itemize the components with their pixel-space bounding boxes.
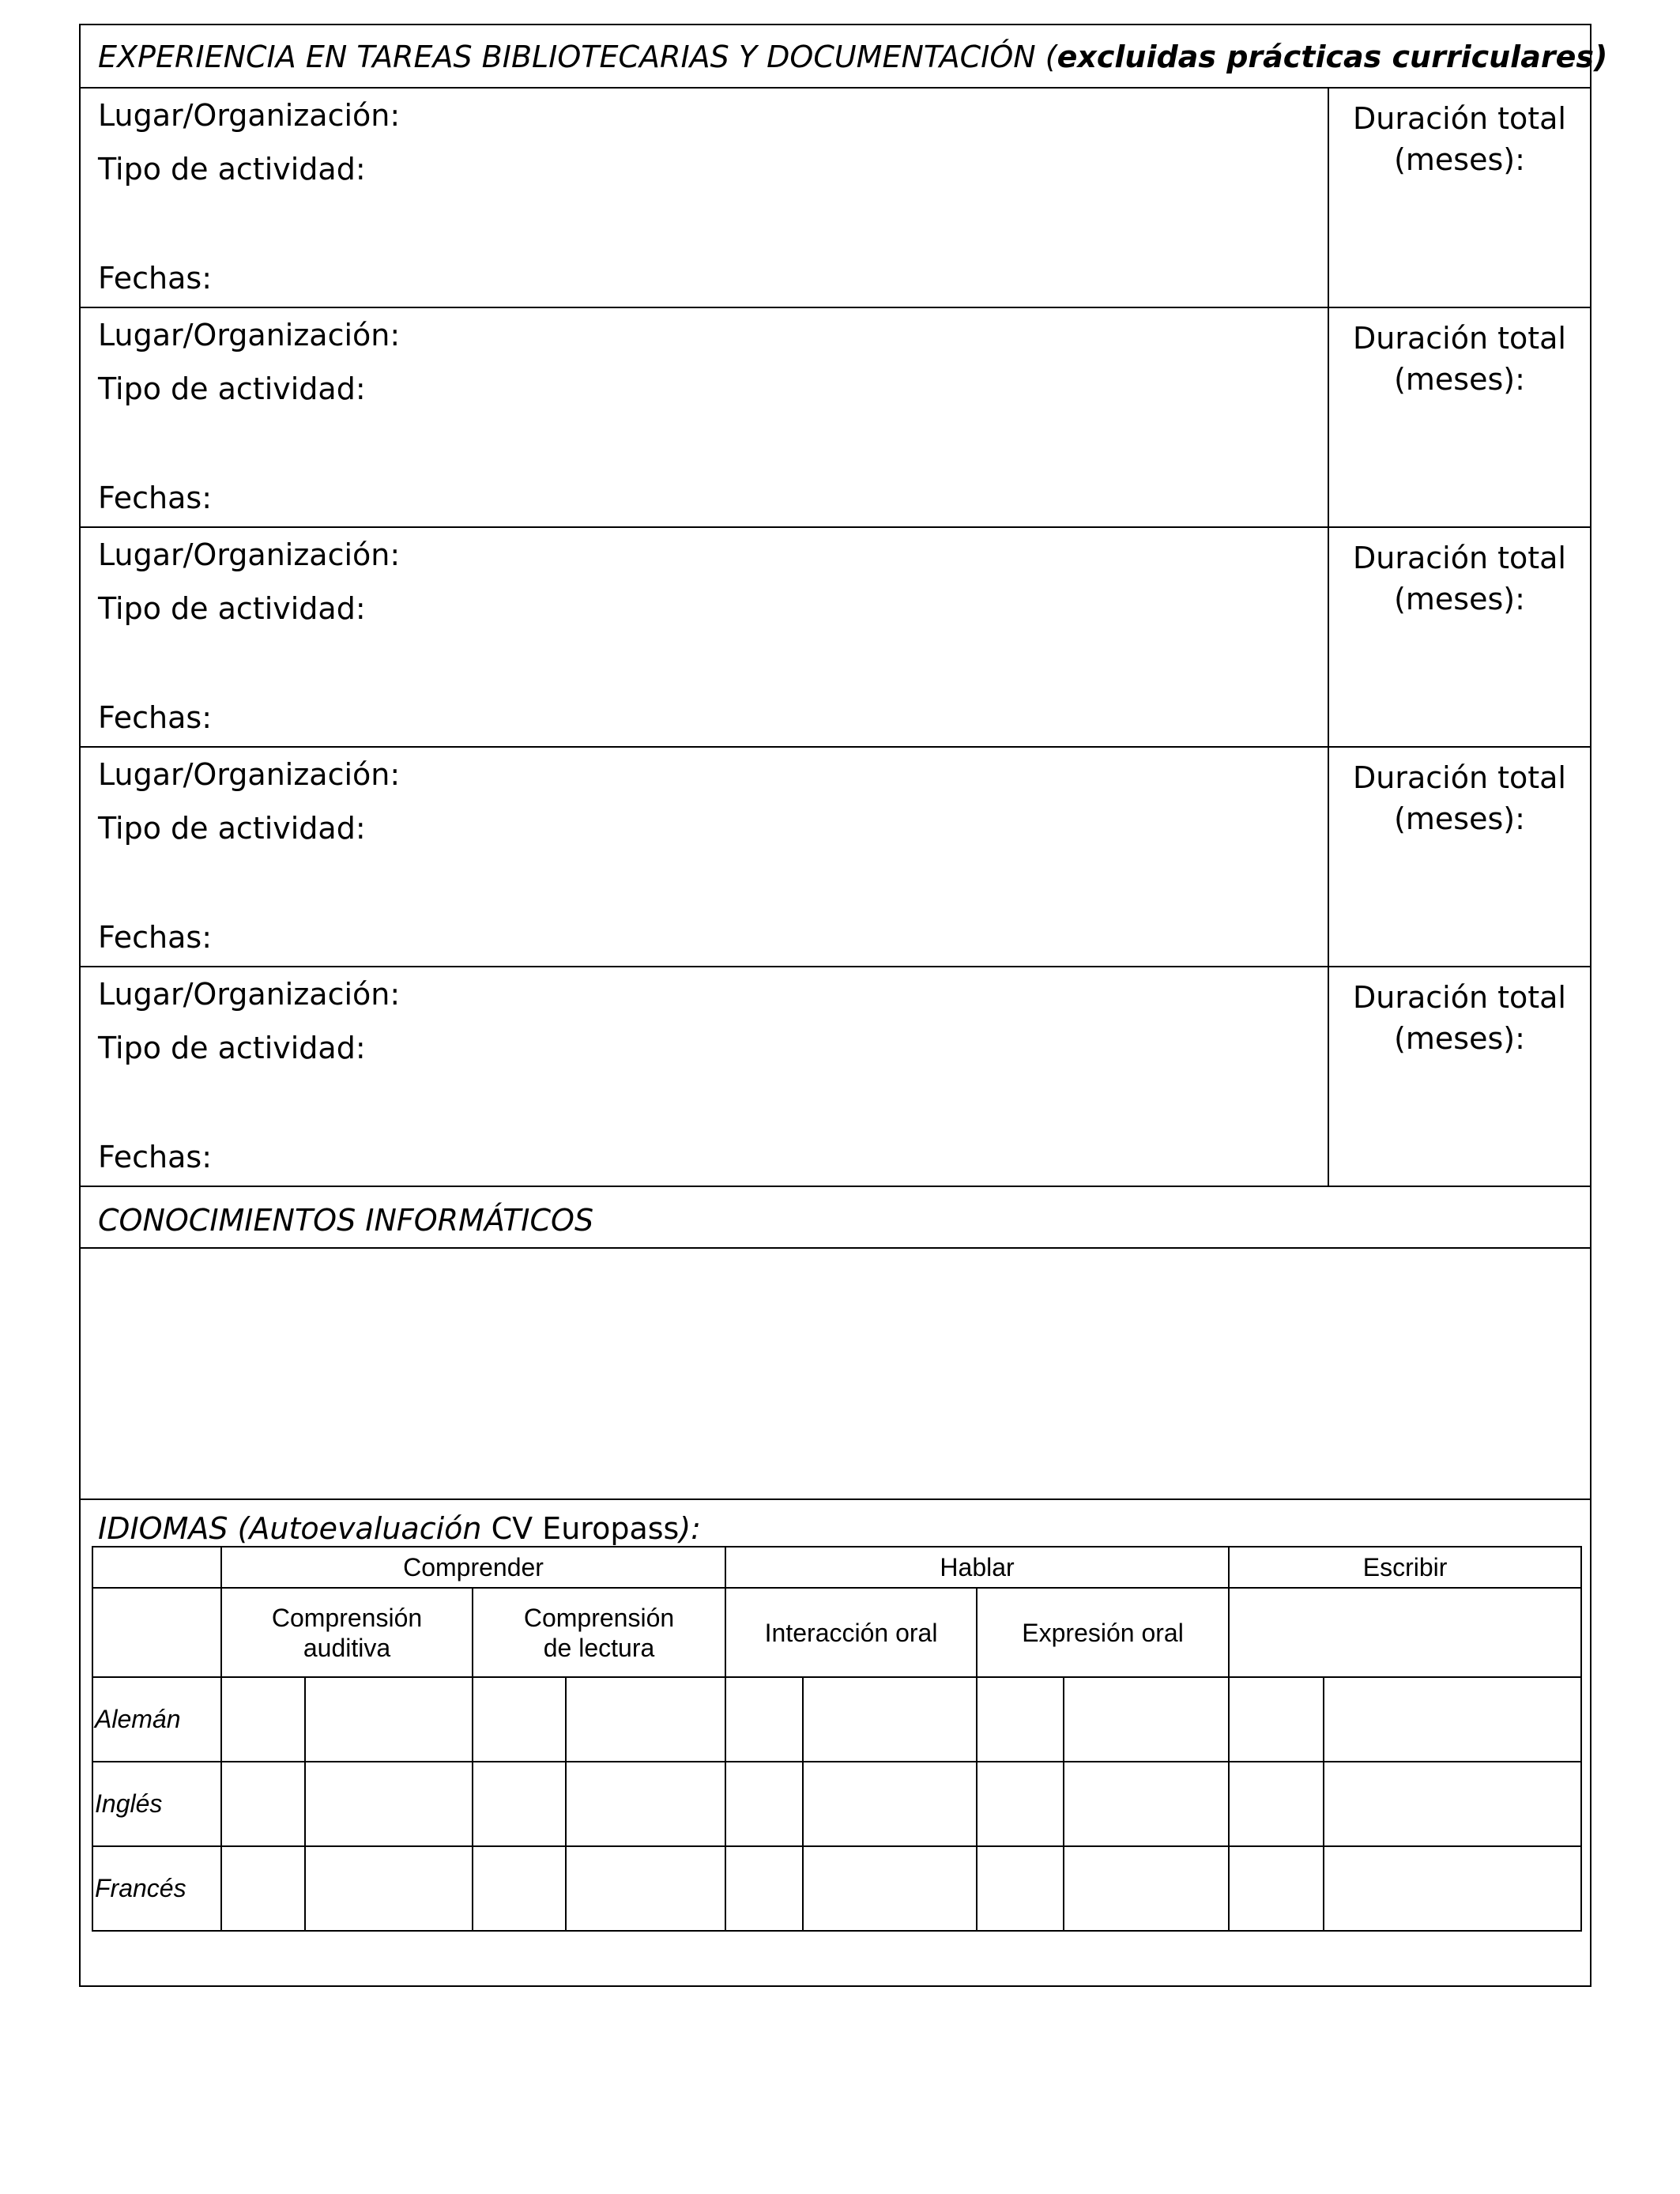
level-cell[interactable]: [1229, 1846, 1324, 1931]
duracion-line2: (meses):: [1394, 1021, 1525, 1056]
duracion-line2: (meses):: [1394, 582, 1525, 616]
level-cell[interactable]: [803, 1762, 977, 1846]
level-cell[interactable]: [1064, 1762, 1229, 1846]
experience-section-title: [98, 40, 1607, 74]
duracion-line1: Duración total: [1352, 541, 1566, 575]
duracion-label: [1329, 98, 1590, 180]
header-comprension-auditiva: [221, 1588, 473, 1677]
level-cell[interactable]: [1229, 1677, 1324, 1762]
duracion-line2: (meses):: [1394, 801, 1525, 836]
header-expresion-oral: Expresión oral: [977, 1588, 1229, 1677]
header-line: Comprensión: [271, 1603, 423, 1632]
computer-skills-title: CONOCIMIENTOS INFORMÁTICOS: [98, 1203, 594, 1238]
level-cell[interactable]: [1324, 1677, 1581, 1762]
duracion-line2: (meses):: [1394, 362, 1525, 397]
experience-entry[interactable]: [81, 967, 1590, 1186]
header-line: de lectura: [543, 1633, 655, 1662]
level-cell[interactable]: [221, 1677, 305, 1762]
language-label: Inglés: [92, 1762, 221, 1846]
header-interaccion-oral: Interacción oral: [725, 1588, 977, 1677]
lugar-label: Lugar/Organización:: [98, 98, 401, 133]
table-row: [92, 1846, 1581, 1931]
duracion-label: [1329, 537, 1590, 620]
tipo-label: Tipo de actividad:: [98, 591, 366, 626]
lugar-label: Lugar/Organización:: [98, 318, 401, 352]
experience-entry[interactable]: [81, 748, 1590, 966]
level-cell[interactable]: [725, 1762, 803, 1846]
level-cell[interactable]: [566, 1762, 725, 1846]
language-label: Alemán: [92, 1677, 221, 1762]
experience-title-text: EXPERIENCIA EN TAREAS BIBLIOTECARIAS Y DOCUMENTACIÓN (: [98, 40, 1057, 74]
level-cell[interactable]: [1324, 1762, 1581, 1846]
level-cell[interactable]: [473, 1846, 566, 1931]
experience-entry[interactable]: [81, 528, 1590, 746]
level-cell[interactable]: [725, 1846, 803, 1931]
header-line: auditiva: [303, 1633, 391, 1662]
lugar-label: Lugar/Organización:: [98, 977, 401, 1012]
level-cell[interactable]: [1324, 1846, 1581, 1931]
tipo-label: Tipo de actividad:: [98, 152, 366, 187]
divider: [81, 1498, 1590, 1500]
languages-title: [98, 1511, 701, 1546]
duracion-line1: Duración total: [1352, 101, 1566, 136]
duracion-line1: Duración total: [1352, 980, 1566, 1015]
duracion-line1: Duración total: [1352, 321, 1566, 356]
duracion-line2: (meses):: [1394, 142, 1525, 177]
experience-entry[interactable]: [81, 89, 1590, 307]
level-cell[interactable]: [566, 1846, 725, 1931]
header-comprender: Comprender: [221, 1547, 725, 1588]
divider: [81, 1186, 1590, 1187]
fechas-label: Fechas:: [98, 481, 213, 515]
header-comprension-lectura: [473, 1588, 725, 1677]
language-self-assessment-table: [92, 1546, 1582, 1932]
level-cell[interactable]: [803, 1846, 977, 1931]
level-cell[interactable]: [566, 1677, 725, 1762]
level-cell[interactable]: [977, 1677, 1064, 1762]
level-cell[interactable]: [803, 1677, 977, 1762]
experience-entry[interactable]: [81, 308, 1590, 526]
level-cell[interactable]: [305, 1846, 473, 1931]
duracion-label: [1329, 318, 1590, 400]
header-escribir: Escribir: [1229, 1547, 1581, 1588]
tipo-label: Tipo de actividad:: [98, 811, 366, 846]
fechas-label: Fechas:: [98, 700, 213, 735]
languages-title-part: Autoevaluación: [249, 1511, 482, 1546]
table-row: [92, 1677, 1581, 1762]
level-cell[interactable]: [473, 1677, 566, 1762]
level-cell[interactable]: [1229, 1762, 1324, 1846]
level-cell[interactable]: [725, 1677, 803, 1762]
level-cell[interactable]: [977, 1846, 1064, 1931]
languages-title-part: ):: [679, 1511, 701, 1546]
level-cell[interactable]: [221, 1762, 305, 1846]
tipo-label: Tipo de actividad:: [98, 371, 366, 406]
experience-title-bold: excluidas prácticas curriculares): [1057, 40, 1608, 74]
duracion-label: [1329, 757, 1590, 839]
lugar-label: Lugar/Organización:: [98, 537, 401, 572]
computer-skills-field[interactable]: [81, 1249, 1590, 1498]
table-corner-cell: [92, 1588, 221, 1677]
languages-title-part: IDIOMAS (: [98, 1511, 250, 1546]
duracion-label: [1329, 977, 1590, 1059]
table-corner-cell: [92, 1547, 221, 1588]
level-cell[interactable]: [305, 1762, 473, 1846]
header-line: Comprensión: [523, 1603, 675, 1632]
level-cell[interactable]: [1064, 1846, 1229, 1931]
level-cell[interactable]: [473, 1762, 566, 1846]
language-label: Francés: [92, 1846, 221, 1931]
tipo-label: Tipo de actividad:: [98, 1031, 366, 1065]
fechas-label: Fechas:: [98, 1140, 213, 1174]
languages-title-part: CV Europass: [481, 1511, 680, 1546]
application-form: [79, 24, 1608, 1987]
lugar-label: Lugar/Organización:: [98, 757, 401, 792]
duracion-line1: Duración total: [1352, 760, 1566, 795]
level-cell[interactable]: [305, 1677, 473, 1762]
fechas-label: Fechas:: [98, 261, 213, 296]
header-hablar: Hablar: [725, 1547, 1229, 1588]
fechas-label: Fechas:: [98, 920, 213, 955]
level-cell[interactable]: [977, 1762, 1064, 1846]
level-cell[interactable]: [1064, 1677, 1229, 1762]
header-escribir-sub: [1229, 1588, 1581, 1677]
table-row: [92, 1762, 1581, 1846]
level-cell[interactable]: [221, 1846, 305, 1931]
